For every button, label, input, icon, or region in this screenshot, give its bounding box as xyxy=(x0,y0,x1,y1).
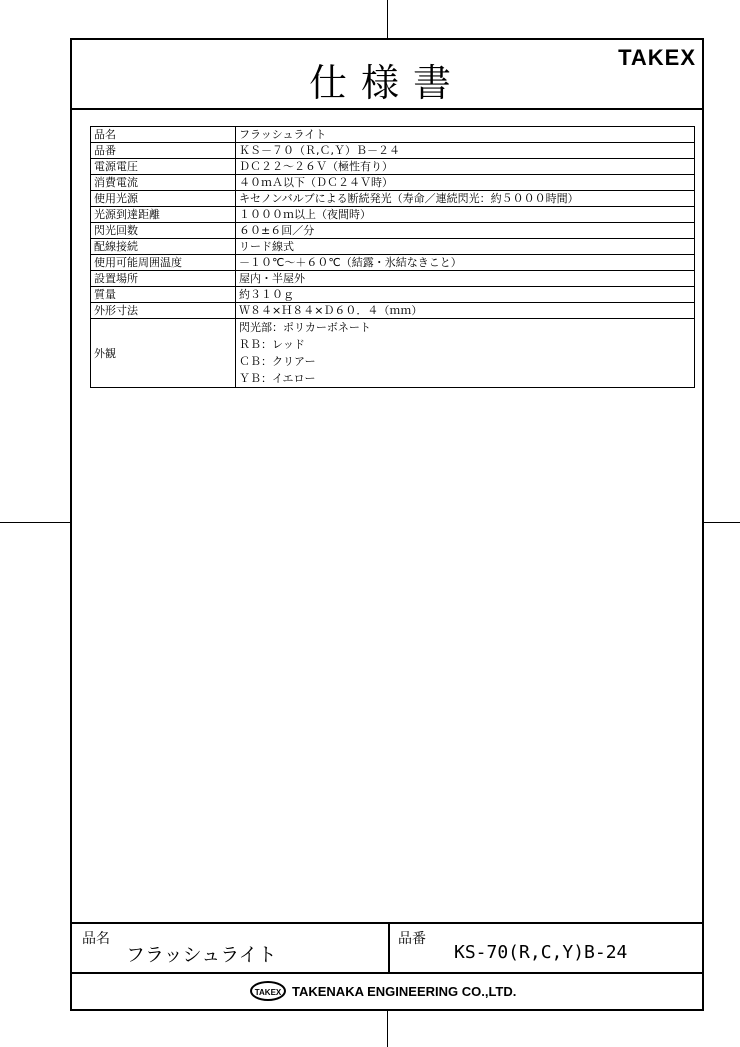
table-row xyxy=(91,191,695,207)
spec-table xyxy=(90,126,695,388)
spec-label: 光源到達距離 xyxy=(91,207,236,223)
spec-label: 品番 xyxy=(91,143,236,159)
table-row xyxy=(91,159,695,175)
table-row xyxy=(91,255,695,271)
spec-value: 約３１０ｇ xyxy=(236,287,695,303)
table-row xyxy=(91,175,695,191)
spec-label: 品名 xyxy=(91,127,236,143)
crop-mark-left xyxy=(0,522,70,523)
appearance-line: 閃光部：ポリカーボネート xyxy=(239,321,371,334)
table-row xyxy=(91,207,695,223)
table-row xyxy=(91,239,695,255)
product-code-label: 品番 xyxy=(398,931,426,947)
spec-value: キセノンバルブによる断続発光（寿命／連続閃光：約５０００時間） xyxy=(236,191,695,207)
table-row xyxy=(91,127,695,143)
spec-value-appearance xyxy=(236,319,695,388)
spec-label: 配線接続 xyxy=(91,239,236,255)
spec-value: １０００ｍ以上（夜間時） xyxy=(236,207,695,223)
sheet-header xyxy=(72,40,702,110)
product-name-value: フラッシュライト xyxy=(126,944,277,966)
document-title: 仕様書 xyxy=(308,61,465,105)
spec-value: フラッシュライト xyxy=(236,127,695,143)
spec-value: ＫＳ－７０（Ｒ,Ｃ,Ｙ）Ｂ－２４ xyxy=(236,143,695,159)
spec-label: 使用可能周囲温度 xyxy=(91,255,236,271)
table-row xyxy=(91,143,695,159)
spec-value: ＤＣ２２～２６Ｖ（極性有り） xyxy=(236,159,695,175)
brand-logo: TAKEX xyxy=(618,45,696,70)
spec-value: 屋内・半屋外 xyxy=(236,271,695,287)
spec-value: リード線式 xyxy=(236,239,695,255)
spec-label: 設置場所 xyxy=(91,271,236,287)
appearance-line: ＲＢ：レッド xyxy=(239,338,305,351)
spec-label: 外形寸法 xyxy=(91,303,236,319)
spec-label: 使用光源 xyxy=(91,191,236,207)
appearance-line: ＹＢ：イエロー xyxy=(239,372,316,385)
table-row xyxy=(91,319,695,388)
company-name-text: TAKENAKA ENGINEERING CO.,LTD. xyxy=(292,983,517,999)
table-row xyxy=(91,303,695,319)
crop-mark-right xyxy=(704,522,740,523)
spec-value: ６０±６回／分 xyxy=(236,223,695,239)
product-code-value: KS-70(R,C,Y)B-24 xyxy=(454,942,628,963)
appearance-line: ＣＢ：クリアー xyxy=(239,355,316,368)
title-block xyxy=(72,922,702,974)
spec-label: 質量 xyxy=(91,287,236,303)
company-block xyxy=(72,974,702,1007)
table-row xyxy=(91,271,695,287)
spec-label: 消費電流 xyxy=(91,175,236,191)
crop-mark-bottom xyxy=(387,1011,388,1047)
table-row xyxy=(91,223,695,239)
spec-value: Ｗ８４×Ｈ８４×Ｄ６０．４（ｍｍ） xyxy=(236,303,695,319)
sheet-footer xyxy=(72,922,702,1009)
spec-label: 電源電圧 xyxy=(91,159,236,175)
takex-logo-icon: TAKEX xyxy=(250,981,286,1001)
spec-value: －１０℃～＋６０℃（結露・氷結なきこと） xyxy=(236,255,695,271)
spec-label: 閃光回数 xyxy=(91,223,236,239)
product-name-label: 品名 xyxy=(82,931,110,947)
title-block-divider xyxy=(388,924,390,972)
spec-sheet xyxy=(70,38,704,1011)
table-row xyxy=(91,287,695,303)
company-name xyxy=(250,981,516,1001)
spec-value: ４０ｍＡ以下（ＤＣ２４Ｖ時） xyxy=(236,175,695,191)
crop-mark-top xyxy=(387,0,388,38)
spec-label: 外観 xyxy=(91,319,236,388)
